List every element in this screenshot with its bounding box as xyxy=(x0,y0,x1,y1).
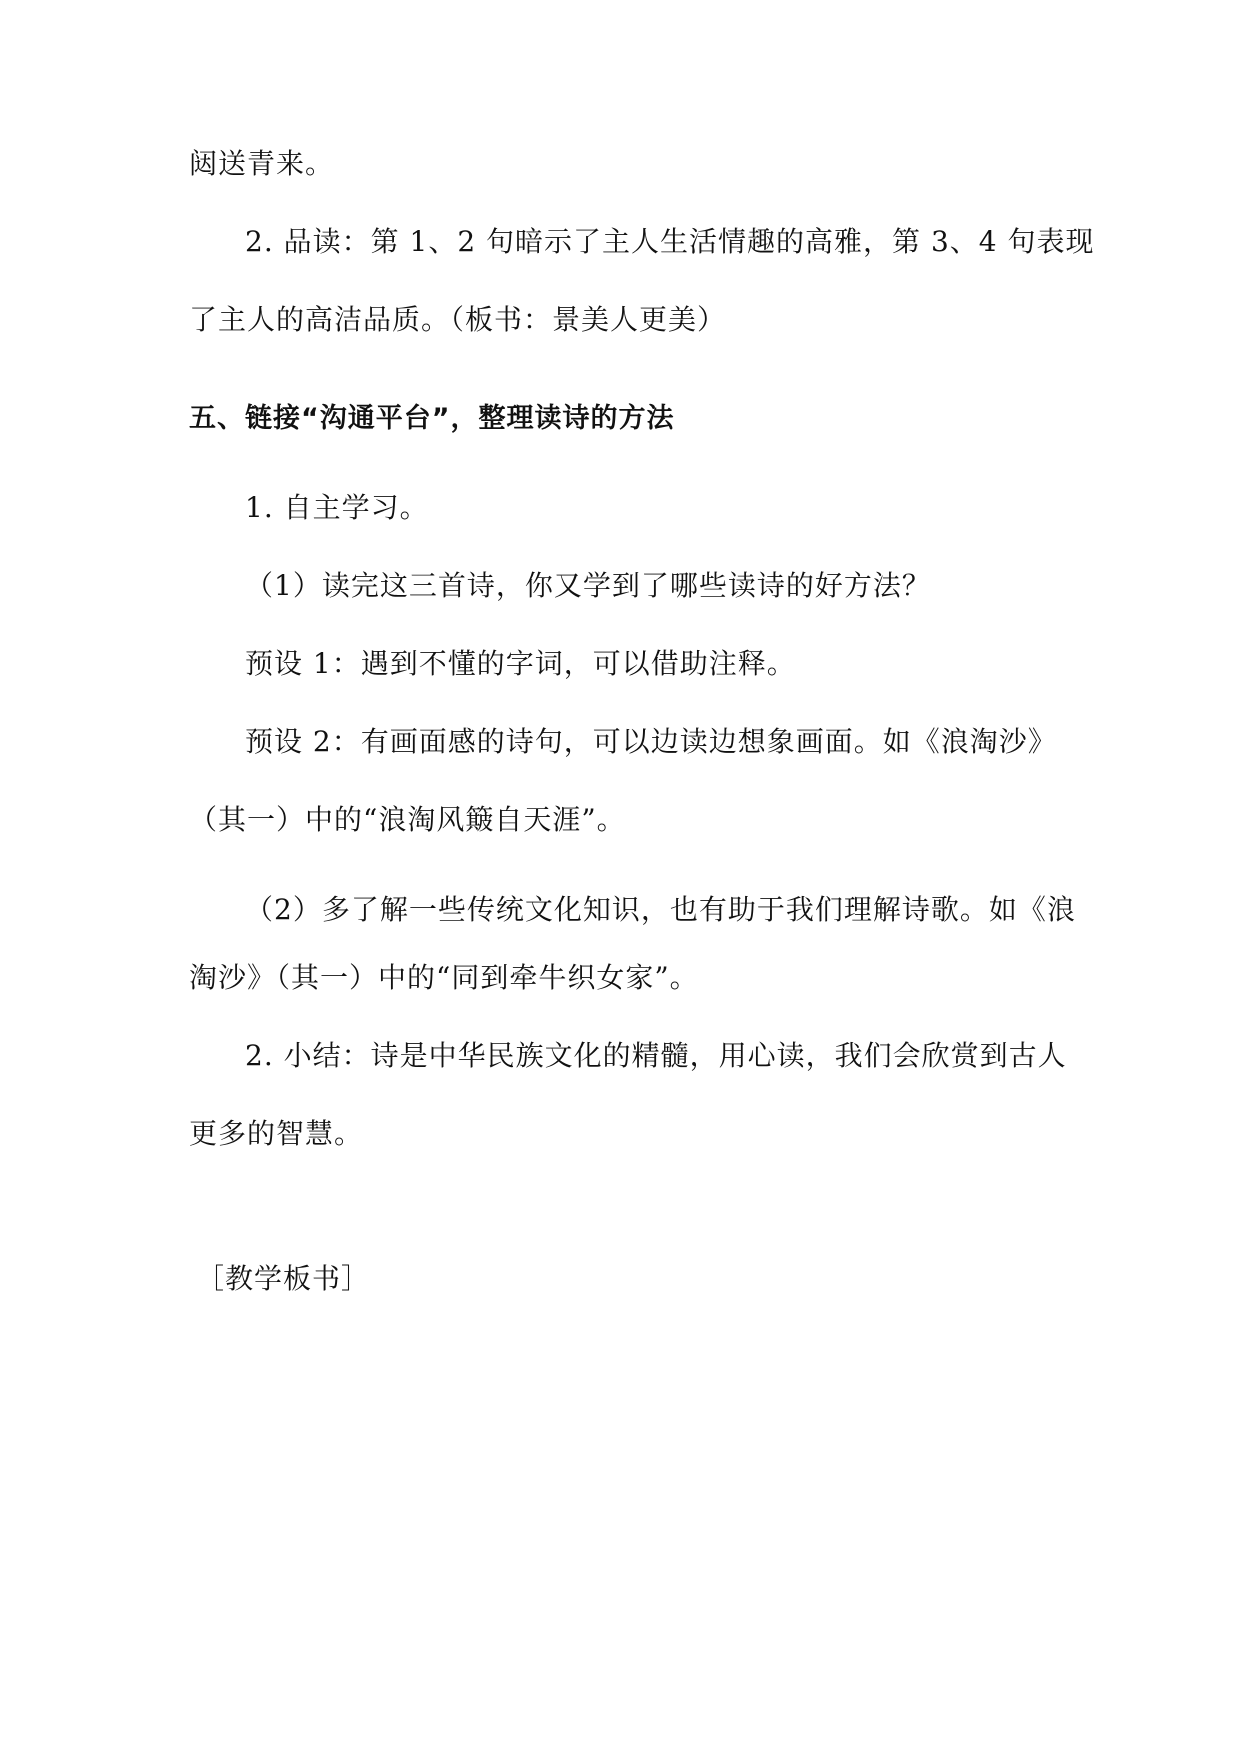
item-2-pindu-line-2: 了主人的高洁品质。（板书：景美人更美） xyxy=(189,303,727,336)
item-1-self-study: 1. 自主学习。 xyxy=(245,491,429,524)
preset-2-line-1: 预设 2：有画面感的诗句，可以边读边想象画面。如《浪淘沙》 xyxy=(245,725,1057,758)
question-2-line-1: （2）多了解一些传统文化知识，也有助于我们理解诗歌。如《浪 xyxy=(245,893,1076,926)
teaching-board-label: ［教学板书］ xyxy=(196,1262,371,1295)
summary-line-2: 更多的智慧。 xyxy=(189,1117,364,1150)
item-2-pindu-line-1: 2. 品读：第 1、2 句暗示了主人生活情趣的高雅，第 3、4 句表现 xyxy=(245,225,1095,258)
question-2-line-2: 淘沙》（其一）中的“同到牵牛织女家”。 xyxy=(189,961,699,994)
section-five-heading: 五、链接“沟通平台”，整理读诗的方法 xyxy=(189,403,675,434)
preset-2-line-2: （其一）中的“浪淘风簸自天涯”。 xyxy=(189,803,626,836)
paragraph-continuation-line: 闼送青来。 xyxy=(189,147,335,180)
summary-line-1: 2. 小结：诗是中华民族文化的精髓，用心读，我们会欣赏到古人 xyxy=(245,1039,1067,1072)
question-1: （1）读完这三首诗，你又学到了哪些读诗的好方法？ xyxy=(245,569,931,602)
preset-1: 预设 1：遇到不懂的字词，可以借助注释。 xyxy=(245,647,796,680)
